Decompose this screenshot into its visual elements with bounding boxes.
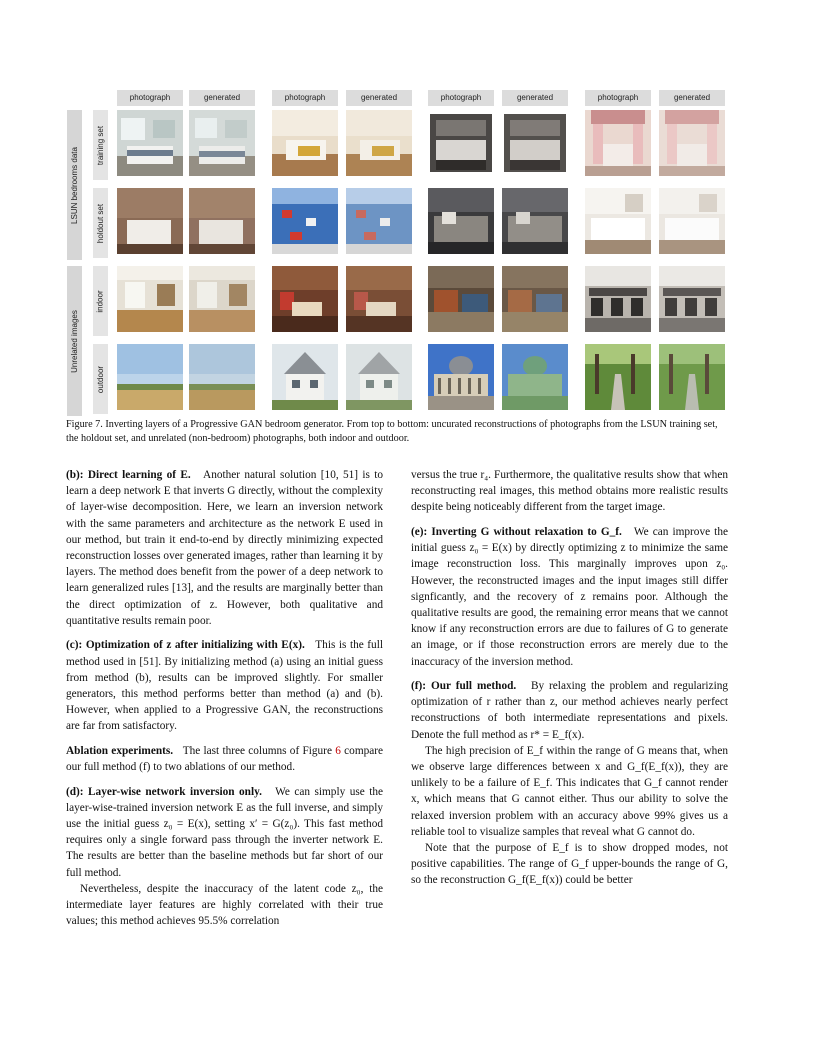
paragraph-d [66,784,383,881]
paragraph-continued: versus the true r₄. Furthermore, the qualitative results show that when reconstructing real images, this method obtains more realistic results despite being noticeably different from the target image. [411,469,728,514]
image-train-photo-1 [117,110,183,176]
left-column [66,467,383,929]
image-holdout-photo-4 [585,188,651,254]
figure-6-link[interactable]: 6 [335,744,341,757]
group-label-lsun-text: LSUN bedrooms data [70,146,79,224]
paragraph-f-2: The high precision of E_f within the range of G means that, when we observe large differences between x and G_f(E_f(x)), they are unlikely to be a failure of E_f. This indicates that G_f cannot render x, which means that G cannot either. Thus our ability to solve the relaxed inversion problem with an accuracy above 99% gives us a reliable tool to visualize samples that reveal what G cannot do. [411,744,728,838]
image-outdoor-generated-1 [189,344,255,410]
image-indoor-photo-2 [272,266,338,332]
column-label-photograph-2: photograph [272,90,338,106]
text-b: Another natural solution [10, 51] is to learn a deep network E that inverts G directly, without the complexity of layer-wise decomposition. Here, we learn an inversion network with the same parameters and architecture as the network E used in our method, but train it end-to-end by directly minimizing expected reconstruction losses over generated images, rather than learning it by layers. The method does benefit from the power of a deep network to learn generalized rules [13], and the results are marginally better than the direct optimization of z. However, both qualitative and quantitative results remain poor. [66,469,384,627]
text-ablation-2: compare our full method (f) to two ablations of our method. [66,744,384,774]
column-label-generated-4: generated [659,90,725,106]
text-f: By relaxing the problem and regularizing optimization of r rather than z, our method achieves nearly perfect reconstructions of both intermediate representations and pixels. Denote the full method as r* = E_f(x). [411,680,729,741]
image-train-generated-1 [189,110,255,176]
column-label-generated-2: generated [346,90,412,106]
image-outdoor-photo-3 [428,344,494,410]
image-outdoor-generated-2 [346,344,412,410]
image-train-photo-4 [585,110,651,176]
image-indoor-generated-4 [659,266,725,332]
image-holdout-generated-1 [189,188,255,254]
paragraph-f [411,678,728,743]
heading-d: (d): Layer-wise network inversion only. [66,785,262,798]
image-holdout-photo-2 [272,188,338,254]
image-outdoor-generated-3 [502,344,568,410]
group-label-lsun [67,110,82,260]
image-train-generated-4 [659,110,725,176]
text-e: We can improve the initial guess z₀ = E(x) by directly optimizing z to minimize the same image reconstruction loss. This marginally improves upon z₀. However, the reconstructed images and the input images still differ signficantly, and the recovery of z remains poor. Although the qualitative results are good, the remaining error means that we cannot know if any reconstruction errors are due to failures of G to generate an image, or if those reconstruction errors are merely due to the inaccuracy of the inversion method. [411,525,728,668]
image-holdout-generated-3 [502,188,568,254]
paragraph-e [411,524,728,670]
image-holdout-photo-3 [428,188,494,254]
text-ablation-1: The last three columns of Figure [182,744,332,757]
paragraph-f-3: Note that the purpose of E_f is to show dropped modes, not positive capabilities. The range of G_f upper-bounds the range of G, so the reconstruction G_f(E_f(x)) could be better [411,842,728,887]
row-label-indoor [93,266,108,336]
paragraph-ablation [66,743,383,775]
row-label-training-set-text: training set [96,125,106,165]
column-label-photograph-3: photograph [428,90,494,106]
image-holdout-generated-2 [346,188,412,254]
right-column [411,467,728,889]
image-train-photo-3 [428,110,494,176]
row-label-training-set [93,110,108,180]
heading-c: (c): Optimization of z after initializing with E(x). [66,639,305,652]
heading-b: (b): Direct learning of E. [66,469,191,481]
heading-ablation: Ablation experiments. [66,744,174,757]
image-outdoor-photo-1 [117,344,183,410]
row-label-outdoor [93,344,108,414]
text-c: This is the full method used in [51]. By initializing method (a) using an initial guess from method (b), results can be improved slightly. For smaller generators, this method performs better than method (a) and (b). However, when applied to a Progressive GAN, the reconstructions are far from satisfactory. [66,639,383,733]
image-indoor-photo-1 [117,266,183,332]
row-label-holdout-set [93,188,108,258]
figure-caption: Figure 7. Inverting layers of a Progressive GAN bedroom generator. From top to bottom: uncurated reconstructions of photographs from the LSUN training set, the holdout set, and unrelated (non-bedroom) photographs, both indoor and outdoor. [66,419,718,444]
paragraph-c [66,637,383,734]
figure-7 [0,0,816,420]
image-indoor-photo-4 [585,266,651,332]
image-indoor-generated-3 [502,266,568,332]
paragraph-b [66,467,383,629]
text-d: We can simply use the layer-wise-trained inversion network E as the full inverse, and simply use the initial guess z₀ = E(x), setting x′ = G(z₀). This fast method requires only a single forward pass through the inverter network E. The results are better than the baseline methods but far short of our full method. [66,785,384,879]
image-train-generated-3 [502,110,568,176]
image-outdoor-generated-4 [659,344,725,410]
group-label-unrelated-text: Unrelated images [70,309,80,373]
image-outdoor-photo-2 [272,344,338,410]
column-label-generated-1: generated [189,90,255,106]
heading-e: (e): Inverting G without relaxation to G_f. [411,525,622,538]
image-train-generated-2 [346,110,412,176]
row-label-holdout-set-text: holdout set [96,203,106,243]
row-label-indoor-text: indoor [96,289,105,313]
image-outdoor-photo-4 [585,344,651,410]
image-holdout-generated-4 [659,188,725,254]
image-indoor-photo-3 [428,266,494,332]
heading-f: (f): Our full method. [411,680,517,693]
image-indoor-generated-2 [346,266,412,332]
image-train-photo-2 [272,110,338,176]
image-holdout-photo-1 [117,188,183,254]
row-label-outdoor-text: outdoor [96,365,106,393]
image-indoor-generated-1 [189,266,255,332]
group-label-unrelated [67,266,82,416]
column-label-photograph-4: photograph [585,90,651,106]
column-label-generated-3: generated [502,90,568,106]
column-label-photograph-1: photograph [117,90,183,106]
paragraph-d-continued: Nevertheless, despite the inaccuracy of the latent code z₀, the intermediate layer features are highly correlated with their true values; this method achieves 95.5% correlation [66,882,383,928]
